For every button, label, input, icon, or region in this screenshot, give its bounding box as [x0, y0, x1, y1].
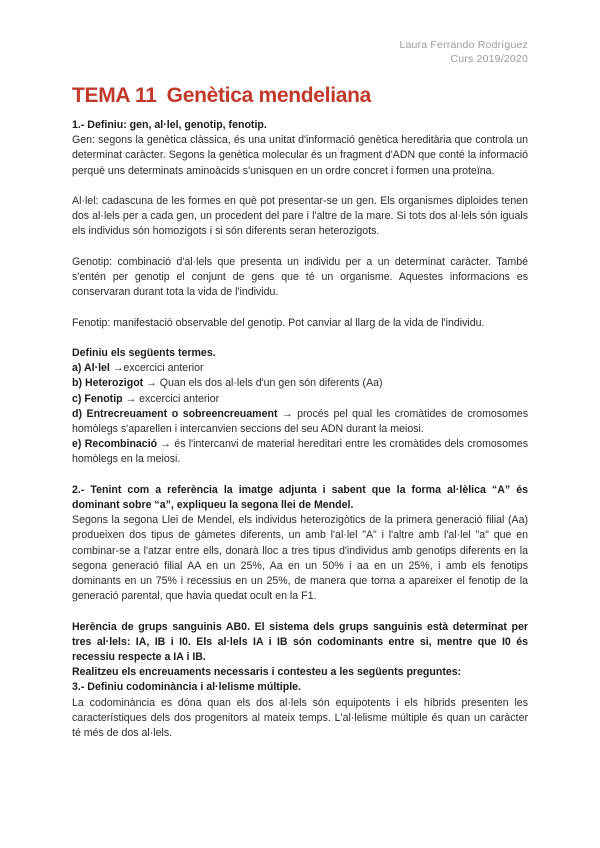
definition-genotip: Genotip: combinació d'al·lels que presenta un individu per a un determinat caràcter. També s'entén per genotip el conjunt de gens que té un organisme. Aquestes informacions es conservaran durant tota la vida de l'individu. — [72, 255, 528, 299]
term-text: → procés pel qual les cromàtides de cromosomes homòlegs s'aparellen i intercanvien seccions del seu ADN durant la meiosi. — [72, 407, 528, 435]
definition-fenotip: Fenotip: manifestació observable del genotip. Pot canviar al llarg de la vida de l'individu. — [72, 316, 485, 329]
blood-groups-intro: Herència de grups sanguinis AB0. El sistema dels grups sanguinis està determinat per tres al·lels: IA, IB i I0. Els al·lels IA i IB són codominants entre si, mentre que I0 és recessiu respecte a IA i IB. — [72, 620, 528, 664]
term-label: d) Entrecreuament o sobreencreuament — [72, 407, 278, 420]
terms-heading: Definiu els següents termes. — [72, 346, 216, 359]
term-item — [72, 361, 528, 376]
author-block — [399, 38, 528, 66]
definition-gen: Gen: segons la genètica clàssica, és una unitat d'informació genètica hereditària que controla un determinat caràcter. Segons la genètica molecular és un fragment d'ADN que conté la informació perquè uns determinats aminoàcids s'unisquen en un ordre concret i formen una proteïna. — [72, 134, 528, 177]
term-text: → és l'intercanvi de material hereditari entre les cromàtides dels cromosomes homòlegs en la meiosi. — [72, 438, 528, 466]
term-label: e) Recombinació — [72, 438, 158, 451]
page-title — [72, 84, 371, 108]
term-label: a) Al·lel — [72, 362, 110, 375]
document-body — [72, 118, 528, 741]
title-number: TEMA 11 — [72, 84, 157, 107]
term-item — [72, 392, 528, 407]
definition-allel: Al·lel: cadascuna de les formes en què pot presentar-se un gen. Els organismes diploides tenen dos al·lels per a cada gen, un procedent del pare i l'altre de la mare. Si tots dos al·lels són iguals els individus són homozigots i si són diferents seran heterozigots. — [72, 195, 528, 238]
term-text: →excercici anterior — [112, 362, 204, 375]
term-text: → excercici anterior — [125, 392, 220, 405]
term-text: → Quan els dos al·lels d'un gen són diferents (Aa) — [146, 377, 383, 390]
crosses-instruction: Realitzeu els encreuaments necessaris i contesteu a les següents preguntes: — [72, 666, 462, 679]
question-2: 2.- Tenint com a referència la imatge adjunta i sabent que la forma al·lèlica “A” és dominant sobre “a”, expliqueu la segona llei de Mendel. — [72, 483, 528, 511]
author-name: Laura Ferrando Rodríguez — [399, 39, 528, 51]
answer-2: Segons la segona Llei de Mendel, els individus heterozigòtics de la primera generació filial (Aa) produeixen dos tipus de gàmetes diferents, un amb l'al·lel "A" i l'altre amb l'al·lel "a" que en combinar-se a l'atzar entre ells, donarà lloc a tres tipus d'individus amb genotips diferents en la segona generació filial AA en un 25%, Aa en un 50% i aa en un 25%, i amb els fenotips dominants en un 75% i recessius en un 25%, de manera que torna a apareixer el fenotip de la generació parental, que havia quedat ocult en la F1. — [72, 514, 528, 603]
course-year: Curs 2019/2020 — [450, 53, 528, 65]
question-3: 3.- Definiu codominància i al·lelisme múltiple. — [72, 681, 301, 694]
question-1: 1.- Definiu: gen, al·lel, genotip, fenotip. — [72, 119, 267, 131]
term-label: c) Fenotip — [72, 392, 123, 405]
term-label: b) Heterozigot — [72, 377, 144, 390]
term-item — [72, 407, 528, 437]
term-item — [72, 376, 528, 391]
title-name: Genètica mendeliana — [166, 84, 372, 107]
term-item — [72, 437, 528, 467]
answer-3: La codominància es dóna quan els dos al·lels són equipotents i els híbrids presenten les característiques dels dos progenitors al mateix temps. L'al·lelisme múltiple és quan un caràcter té més de dos al·lels. — [72, 696, 528, 740]
